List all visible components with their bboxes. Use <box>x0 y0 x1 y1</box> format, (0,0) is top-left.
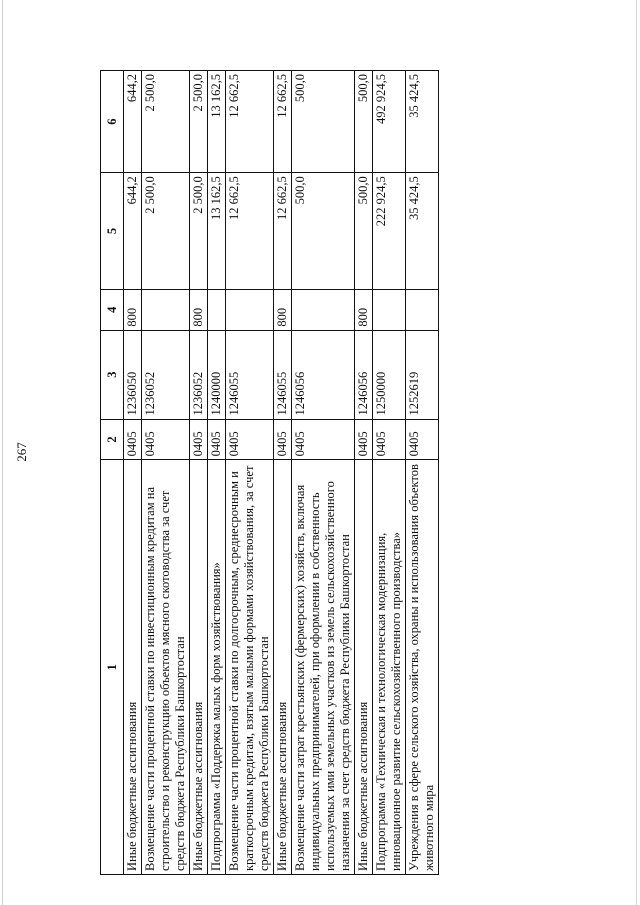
row-expense-type <box>226 289 274 330</box>
row-amount-5: 2 500,0 <box>142 173 190 290</box>
row-amount-6: 35 424,5 <box>406 71 439 173</box>
row-name: Учреждения в сфере сельского хозяйства, охраны и использования объектов животного мира <box>406 460 439 875</box>
row-expense-type <box>406 289 439 330</box>
row-amount-5: 222 924,5 <box>373 173 406 290</box>
row-amount-6: 500,0 <box>355 71 373 173</box>
row-section-code: 0405 <box>190 419 208 460</box>
row-section-code: 0405 <box>124 419 142 460</box>
header-col-5: 5 <box>101 173 124 290</box>
header-col-6: 6 <box>101 71 124 173</box>
header-col-4: 4 <box>101 289 124 330</box>
row-name: Подпрограмма «Поддержка малых форм хозяйствования» <box>208 460 226 875</box>
row-name: Иные бюджетные ассигнования <box>124 460 142 875</box>
row-target-code: 1236052 <box>190 330 208 419</box>
row-amount-6: 644,2 <box>124 71 142 173</box>
scan-edge-right <box>636 0 637 905</box>
row-expense-type <box>142 289 190 330</box>
row-amount-5: 12 662,5 <box>274 173 292 290</box>
header-col-3: 3 <box>101 330 124 419</box>
row-amount-6: 12 662,5 <box>274 71 292 173</box>
row-target-code: 1246056 <box>355 330 373 419</box>
table-row <box>208 71 226 875</box>
row-section-code: 0405 <box>355 419 373 460</box>
row-amount-6: 12 662,5 <box>226 71 274 173</box>
row-amount-5: 2 500,0 <box>190 173 208 290</box>
row-amount-6: 2 500,0 <box>142 71 190 173</box>
table-row <box>373 71 406 875</box>
header-col-2: 2 <box>101 419 124 460</box>
row-target-code: 1236052 <box>142 330 190 419</box>
budget-table <box>100 70 439 875</box>
row-section-code: 0405 <box>226 419 274 460</box>
header-col-1: 1 <box>101 460 124 875</box>
row-expense-type: 800 <box>124 289 142 330</box>
row-name: Иные бюджетные ассигнования <box>355 460 373 875</box>
table-row <box>406 71 439 875</box>
table-row <box>355 71 373 875</box>
row-expense-type <box>292 289 355 330</box>
row-target-code: 1246055 <box>226 330 274 419</box>
row-section-code: 0405 <box>142 419 190 460</box>
table-row <box>226 71 274 875</box>
row-target-code: 1240000 <box>208 330 226 419</box>
table-row <box>292 71 355 875</box>
row-name: Возмещение части процентной ставки по долгосрочным, среднесрочным и краткосрочным кредитам, взятым малыми формами хозяйствования, за счет средств бюджета Республики Башкортостан <box>226 460 274 875</box>
table-row <box>142 71 190 875</box>
row-expense-type <box>208 289 226 330</box>
row-target-code: 1246056 <box>292 330 355 419</box>
row-name: Иные бюджетные ассигнования <box>190 460 208 875</box>
row-amount-6: 492 924,5 <box>373 71 406 173</box>
row-amount-5: 644,2 <box>124 173 142 290</box>
row-section-code: 0405 <box>292 419 355 460</box>
row-target-code: 1246055 <box>274 330 292 419</box>
row-name: Возмещение части затрат крестьянских (фермерских) хозяйств, включая индивидуальных предпринимателей, при оформлении в собственность используемых ими земельных участков из земель сельскохозяйственного назначения за счет средств бюджета Республики Башкортостан <box>292 460 355 875</box>
row-section-code: 0405 <box>274 419 292 460</box>
row-amount-5: 500,0 <box>292 173 355 290</box>
header-row <box>101 71 124 875</box>
row-name: Подпрограмма «Техническая и технологическая модернизация, инновационное развитие сельскохозяйственного производства» <box>373 460 406 875</box>
table-row <box>124 71 142 875</box>
row-amount-5: 13 162,5 <box>208 173 226 290</box>
row-amount-5: 35 424,5 <box>406 173 439 290</box>
row-expense-type: 800 <box>355 289 373 330</box>
row-expense-type: 800 <box>274 289 292 330</box>
row-target-code: 1250000 <box>373 330 406 419</box>
row-name: Иные бюджетные ассигнования <box>274 460 292 875</box>
row-section-code: 0405 <box>406 419 439 460</box>
row-amount-6: 500,0 <box>292 71 355 173</box>
row-amount-5: 12 662,5 <box>226 173 274 290</box>
row-expense-type: 800 <box>190 289 208 330</box>
rotated-table-container <box>100 70 570 875</box>
table-row <box>190 71 208 875</box>
row-section-code: 0405 <box>373 419 406 460</box>
scan-edge-left <box>2 0 3 905</box>
row-expense-type <box>373 289 406 330</box>
row-amount-5: 500,0 <box>355 173 373 290</box>
row-section-code: 0405 <box>208 419 226 460</box>
page-number: 267 <box>14 442 29 462</box>
row-amount-6: 2 500,0 <box>190 71 208 173</box>
row-target-code: 1236050 <box>124 330 142 419</box>
row-name: Возмещение части процентной ставки по инвестиционным кредитам на строительство и реконструкцию объектов мясного скотоводства за счет средств бюджета Республики Башкортостан <box>142 460 190 875</box>
table-row <box>274 71 292 875</box>
row-target-code: 1252619 <box>406 330 439 419</box>
row-amount-6: 13 162,5 <box>208 71 226 173</box>
